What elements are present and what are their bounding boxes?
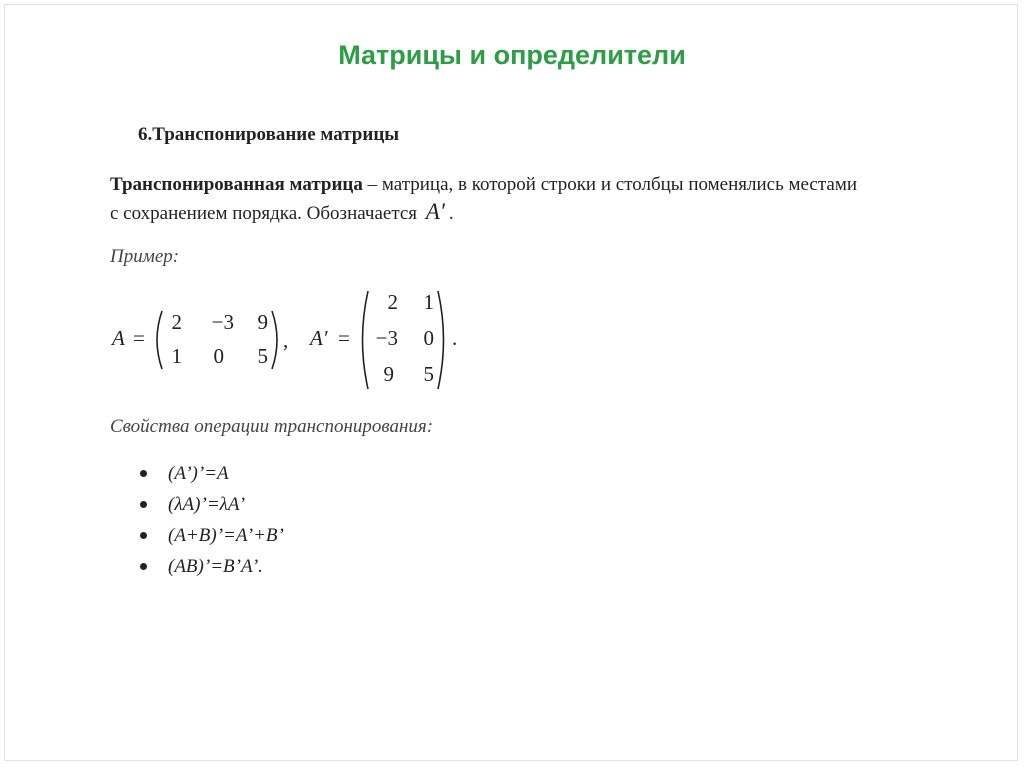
- property-text: (A+B)’=A’+B’: [168, 525, 284, 546]
- matrix-a-cell: 0: [213, 344, 224, 368]
- bullet-icon: [140, 501, 147, 508]
- matrix-at-right-bracket: [436, 290, 450, 390]
- definition-end: .: [448, 203, 454, 224]
- matrix-a-cell: 5: [257, 344, 268, 368]
- slide-title: Матрицы и определители: [338, 40, 686, 70]
- matrix-a-cell: 9: [257, 310, 268, 334]
- example-label: Пример:: [110, 246, 180, 267]
- definition-text: – матрица, в которой строки и столбцы поменялись местами с сохранением порядка. Обозначается: [110, 174, 858, 224]
- matrix-at-cell: 2: [387, 290, 398, 314]
- matrix-at-name: A′: [310, 326, 328, 350]
- matrix-a-cell: 2: [171, 310, 182, 334]
- example-formula: [112, 284, 492, 394]
- matrix-a-right-bracket: [270, 310, 284, 370]
- matrix-a-cell: −3: [211, 310, 234, 334]
- equals-sign: =: [133, 326, 145, 350]
- properties-label: Свойства операции транспонирования:: [110, 416, 434, 437]
- list-item: [140, 458, 284, 489]
- property-text: (A’)’=A: [168, 463, 229, 484]
- bullet-icon: [140, 563, 147, 570]
- matrix-at-cell: −3: [375, 326, 398, 350]
- bullet-icon: [140, 470, 147, 477]
- property-text: (AB)’=B’A’.: [168, 556, 263, 577]
- matrix-at-cell: 5: [423, 362, 434, 386]
- period: .: [452, 326, 458, 350]
- transpose-symbol: A′: [425, 199, 445, 224]
- comma: ,: [283, 328, 289, 352]
- bullet-icon: [140, 532, 147, 539]
- list-item: [140, 520, 284, 551]
- definition-paragraph: [110, 171, 870, 227]
- matrix-a-cell: 1: [171, 344, 182, 368]
- list-item: [140, 551, 284, 582]
- matrix-at-cell: 0: [423, 326, 434, 350]
- properties-list: [140, 458, 284, 582]
- equals-sign: =: [338, 326, 350, 350]
- matrix-at-cell: 9: [383, 362, 394, 386]
- matrix-at-cell: 1: [423, 290, 434, 314]
- property-text: (λA)’=λA’: [168, 494, 246, 515]
- section-heading: 6.Транспонирование матрицы: [138, 124, 400, 145]
- matrix-a-name: A: [112, 326, 125, 350]
- list-item: [140, 489, 284, 520]
- definition-term: Транспонированная матрица: [110, 174, 363, 195]
